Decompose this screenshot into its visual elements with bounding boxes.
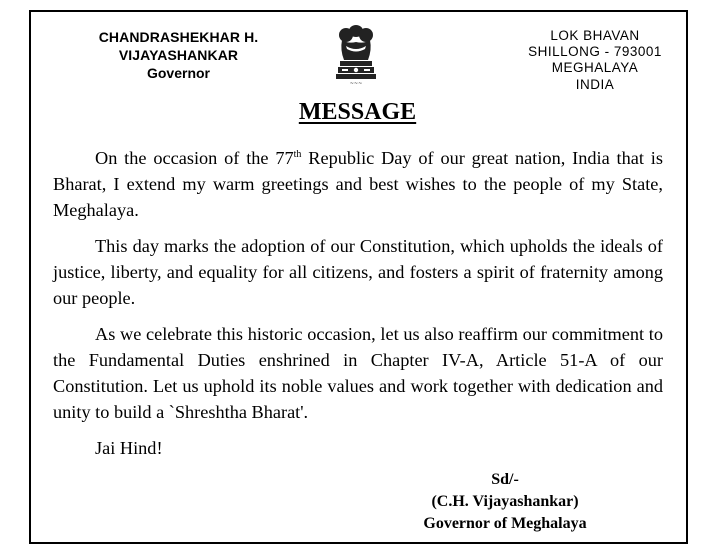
sender-block bbox=[41, 28, 316, 82]
address-line: LOK BHAVAN bbox=[550, 28, 640, 43]
address-block bbox=[515, 28, 675, 93]
paragraph-1-text: On the occasion of the 77 bbox=[95, 148, 294, 168]
address-line: INDIA bbox=[575, 76, 615, 92]
address-line: MEGHALAYA bbox=[551, 60, 639, 76]
signature-block bbox=[405, 469, 605, 535]
governor-name: CHANDRASHEKHAR H. VIJAYASHANKAR bbox=[98, 29, 259, 63]
svg-text:~~~: ~~~ bbox=[349, 81, 363, 86]
signature-designation: Governor of Meghalaya bbox=[423, 515, 587, 532]
message-heading: MESSAGE bbox=[298, 99, 417, 125]
paragraph-3: As we celebrate this historic occasion, let us also reaffirm our commitment to the Fundamental Duties enshrined in Chapter IV-A, Article 51-A of our Constitution. Let us uphold its noble values and work together with dedication and unity to build a `Shreshtha Bharat'. bbox=[53, 324, 663, 422]
paragraph-2: This day marks the adoption of our Constitution, which upholds the ideals of justice, liberty, and equality for all citizens, and fosters a spirit of fraternity among our people. bbox=[53, 236, 663, 308]
address-line: SHILLONG - 793001 bbox=[528, 44, 662, 60]
signature-name: (C.H. Vijayashankar) bbox=[431, 493, 579, 510]
message-body bbox=[53, 145, 663, 471]
closing-line: Jai Hind! bbox=[95, 438, 163, 458]
signature-sd: Sd/- bbox=[491, 471, 519, 488]
state-emblem-icon bbox=[334, 22, 378, 86]
paragraph-1-text-cont: Republic Day of our great nation, India that is Bharat, I extend my warm greetings and best wishes to the people of my State, Meghalaya. bbox=[53, 148, 663, 220]
page-title bbox=[0, 98, 715, 126]
paragraph-1 bbox=[53, 145, 663, 223]
governor-designation: Governor bbox=[146, 65, 210, 81]
ordinal-suffix: th bbox=[293, 148, 302, 160]
